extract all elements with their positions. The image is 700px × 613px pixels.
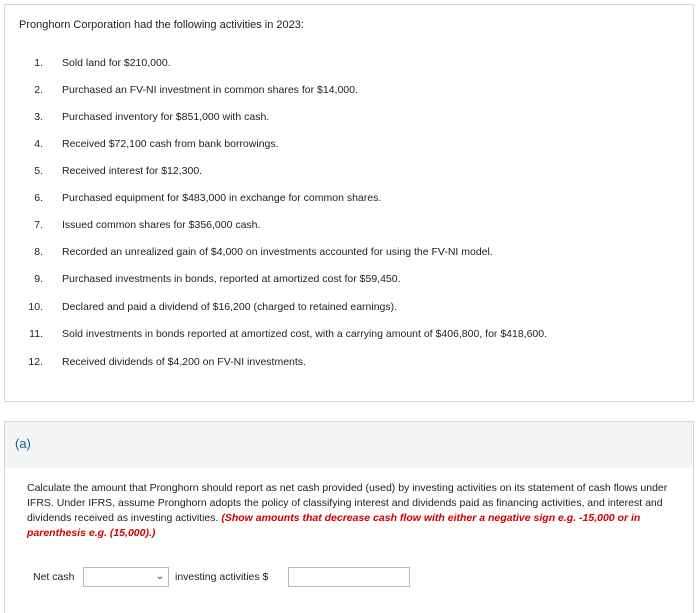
activity-text: Received dividends of $4,200 on FV-NI investments.	[62, 356, 306, 368]
net-cash-label: Net cash	[33, 571, 75, 583]
activity-item	[5, 57, 695, 73]
provided-used-dropdown[interactable]	[83, 567, 169, 587]
activity-item	[5, 165, 695, 181]
activity-number: 5.	[34, 165, 43, 177]
activity-item	[5, 84, 695, 100]
activity-text: Received interest for $12,300.	[62, 165, 203, 177]
activity-item	[5, 328, 695, 344]
activity-item	[5, 356, 695, 372]
activity-number: 10.	[28, 301, 43, 313]
question-text	[27, 481, 677, 541]
activity-item	[5, 192, 695, 208]
activity-text: Purchased investments in bonds, reported at amortized cost for $59,450.	[62, 273, 401, 285]
activity-number: 11.	[29, 328, 43, 340]
activity-text: Sold investments in bonds reported at amortized cost, with a carrying amount of $406,800, for $418,600.	[62, 328, 548, 340]
activity-item	[5, 246, 695, 262]
part-label: (a)	[15, 436, 31, 451]
activity-text: Purchased equipment for $483,000 in exchange for common shares.	[62, 192, 382, 204]
net-cash-amount-input[interactable]	[288, 567, 410, 587]
activity-text: Sold land for $210,000.	[62, 57, 171, 69]
activity-text: Issued common shares for $356,000 cash.	[62, 219, 261, 231]
question-body: Calculate the amount that Pronghorn should report as net cash provided (used) by investing activities on its statement of cash flows under IFRS. Under IFRS, assume Pronghorn adopts the policy of classifying interest and dividends paid as financing activities, and interest and dividends received as investing activities.	[27, 482, 668, 524]
problem-intro: Pronghorn Corporation had the following activities in 2023:	[19, 19, 304, 31]
activity-text: Purchased an FV-NI investment in common shares for $14,000.	[62, 84, 358, 96]
activity-item	[5, 111, 695, 127]
activity-item	[5, 219, 695, 235]
part-a-header	[5, 422, 693, 468]
activity-number: 4.	[34, 138, 43, 150]
activity-item	[5, 138, 695, 154]
activity-item	[5, 301, 695, 317]
activity-number: 9.	[34, 273, 43, 285]
chevron-down-icon: ⌄	[155, 571, 164, 582]
activity-text: Purchased inventory for $851,000 with cash.	[62, 111, 270, 123]
activity-item	[5, 273, 695, 289]
activity-text: Declared and paid a dividend of $16,200 (charged to retained earnings).	[62, 301, 398, 313]
activity-number: 2.	[34, 84, 43, 96]
question-emphasis: (Show amounts that decrease cash flow with either a negative sign e.g. -15,000 or in parenthesis e.g. (15,000).)	[27, 512, 641, 539]
activity-number: 12.	[28, 356, 43, 368]
activity-text: Received $72,100 cash from bank borrowings.	[62, 138, 279, 150]
activity-number: 7.	[34, 219, 43, 231]
activity-number: 6.	[34, 192, 43, 204]
activity-number: 3.	[34, 111, 43, 123]
activity-text: Recorded an unrealized gain of $4,000 on investments accounted for using the FV-NI model.	[62, 246, 493, 258]
activity-number: 1.	[34, 57, 43, 69]
part-a-panel	[4, 421, 694, 613]
problem-card	[4, 4, 694, 402]
activity-number: 8.	[34, 246, 43, 258]
investing-activities-label: investing activities $	[175, 571, 269, 583]
